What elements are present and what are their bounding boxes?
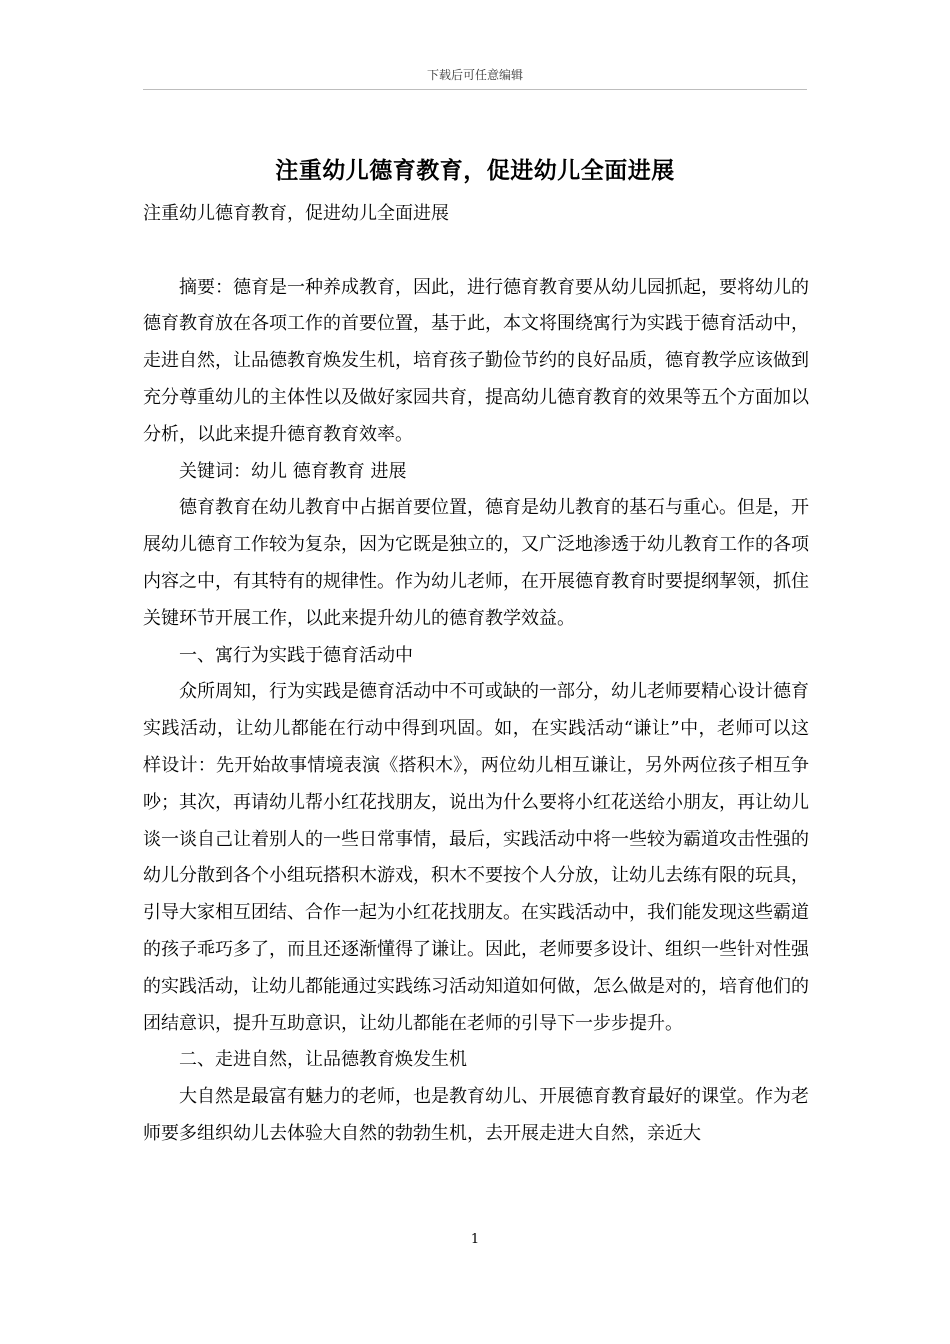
document-body xyxy=(143,196,809,1153)
section-2-heading: 二、走进自然，让品德教育焕发生机 xyxy=(179,1049,467,1071)
document-title: 注重幼儿德育教育，促进幼儿全面进展 xyxy=(275,157,675,184)
header-divider xyxy=(143,89,807,90)
section-1-paragraph: 众所周知，行为实践是德育活动中不可或缺的一部分，幼儿老师要精心设计德育实践活动，让幼儿都能在行动中得到巩固。如，在实践活动“谦让”中，老师可以这样设计：先开始故事情境表演《搭积木》，两位幼儿相互谦让，另外两位孩子相互争吵；其次，再请幼儿帮小红花找朋友，说出为什么要将小红花送给小朋友，再让幼儿谈一谈自己让着别人的一些日常事情，最后，实践活动中将一些较为霸道攻击性强的幼儿分散到各个小组玩搭积木游戏，积木不要按个人分放，让幼儿去练有限的玩具，引导大家相互团结、合作一起为小红花找朋友。在实践活动中，我们能发现这些霸道的孩子乖巧多了，而且还逐渐懂得了谦让。因此，老师要多设计、组织一些针对性强的实践活动，让幼儿都能通过实践练习活动知道如何做，怎么做是对的，培育他们的团结意识，提升互助意识，让幼儿都能在老师的引导下一步步提升。 xyxy=(143,681,809,1034)
document-subtitle: 注重幼儿德育教育，促进幼儿全面进展 xyxy=(143,203,449,224)
section-2-paragraph: 大自然是最富有魅力的老师，也是教育幼儿、开展德育教育最好的课堂。作为老师要多组织幼儿去体验大自然的勃勃生机，去开展走进大自然，亲近大 xyxy=(143,1086,809,1144)
section-1-heading: 一、寓行为实践于德育活动中 xyxy=(179,644,413,666)
page-number: 1 xyxy=(470,1232,480,1247)
abstract-paragraph: 摘要：德育是一种养成教育，因此，进行德育教育要从幼儿园抓起，要将幼儿的德育教育放在各项工作的首要位置，基于此，本文将围绕寓行为实践于德育活动中，走进自然，让品德教育焕发生机，培育孩子勤俭节约的良好品质，德育教学应该做到充分尊重幼儿的主体性以及做好家园共育，提高幼儿德育教育的效果等五个方面加以分析，以此来提升德育教育效率。 xyxy=(143,276,809,445)
keywords-line: 关键词：幼儿 德育教育 进展 xyxy=(179,460,407,482)
intro-paragraph: 德育教育在幼儿教育中占据首要位置，德育是幼儿教育的基石与重心。但是，开展幼儿德育工作较为复杂，因为它既是独立的，又广泛地渗透于幼儿教育工作的各项内容之中，有其特有的规律性。作为幼儿老师，在开展德育教育时要提纲挈领，抓住关键环节开展工作，以此来提升幼儿的德育教学效益。 xyxy=(143,497,809,629)
header-note: 下载后可任意编辑 xyxy=(426,68,523,82)
